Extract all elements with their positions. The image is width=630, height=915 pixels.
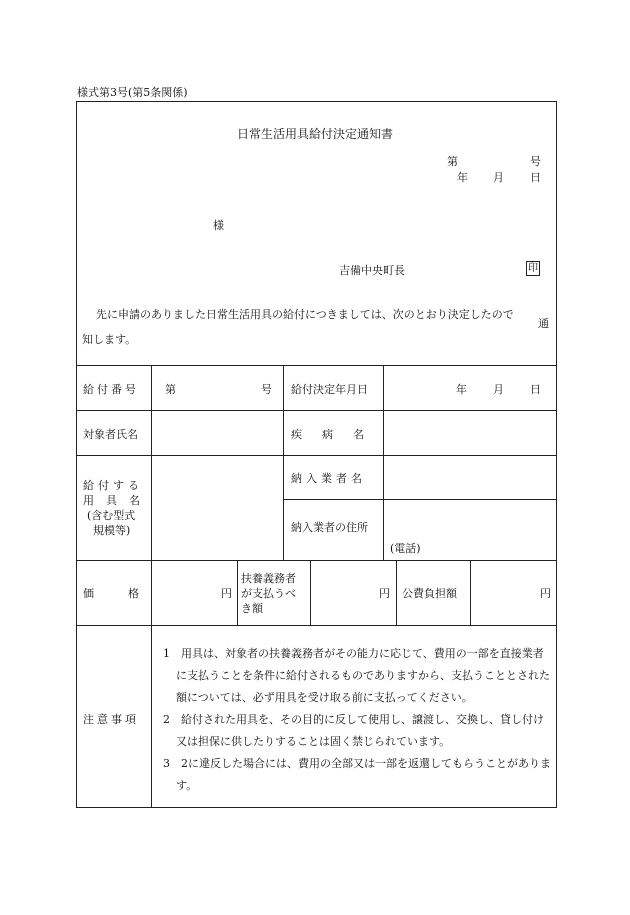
date-month-label: 月 bbox=[493, 171, 504, 184]
device-label-line2: 用具名 bbox=[83, 494, 152, 507]
grant-number-label: 給付番号 bbox=[83, 383, 139, 396]
guardian-amount-label-line3: き額 bbox=[241, 602, 263, 615]
column-divider bbox=[383, 365, 384, 560]
decision-day: 日 bbox=[530, 383, 541, 396]
price-label: 価格 bbox=[83, 587, 173, 600]
row-divider bbox=[76, 410, 557, 411]
issuer-name: 吉備中央町長 bbox=[339, 264, 405, 277]
intro-text-line1: 先に申請のありました日常生活用具の給付につきましては、次のとおり決定したので bbox=[96, 308, 514, 321]
grant-number-suffix: 号 bbox=[261, 383, 272, 396]
column-divider bbox=[470, 560, 471, 625]
seal-stamp: 印 bbox=[528, 263, 538, 274]
device-label-line1: 給付する bbox=[83, 479, 143, 492]
subject-name-label: 対象者氏名 bbox=[83, 428, 138, 441]
intro-text-line2: 知します。 bbox=[82, 333, 137, 346]
column-divider bbox=[237, 560, 238, 625]
notes-label: 注意事項 bbox=[83, 713, 139, 726]
note-item-3: 3 2に違反した場合には、費用の全部又は一部を返還してもらうことがあります。 bbox=[163, 757, 551, 792]
guardian-amount-label-line2: が支払うべ bbox=[241, 587, 296, 600]
vendor-name-label: 納入業者名 bbox=[291, 472, 366, 485]
guardian-amount-label-line1: 扶養義務者 bbox=[241, 572, 296, 585]
document-title: 日常生活用具給付決定通知書 bbox=[236, 127, 393, 141]
phone-label: (電話) bbox=[390, 542, 421, 555]
table-top-border bbox=[76, 365, 557, 366]
intro-text-tail: 通 bbox=[538, 317, 549, 330]
guardian-yen: 円 bbox=[379, 587, 390, 600]
notes-body bbox=[163, 643, 553, 797]
device-label-line3: (含む型式 bbox=[87, 509, 136, 522]
row-divider bbox=[76, 455, 557, 456]
vendor-address-label: 納入業者の住所 bbox=[291, 521, 368, 534]
row-divider bbox=[283, 499, 557, 500]
decision-date-label: 給付決定年月日 bbox=[291, 383, 368, 396]
date-day-label: 日 bbox=[530, 171, 541, 184]
grant-number-prefix: 第 bbox=[165, 383, 176, 396]
column-divider bbox=[310, 560, 311, 625]
decision-year: 年 bbox=[456, 383, 467, 396]
note-item-2: 2 給付された用具を、その目的に反して使用し、譲渡し、交換し、貸し付け又は担保に供したりすることは固く禁じられています。 bbox=[163, 713, 544, 748]
row-divider bbox=[76, 625, 557, 626]
decision-month: 月 bbox=[493, 383, 504, 396]
document-number-suffix: 号 bbox=[530, 155, 541, 168]
disease-label: 疾病名 bbox=[291, 428, 384, 441]
recipient-honorific: 様 bbox=[213, 219, 224, 232]
row-divider bbox=[76, 560, 557, 561]
device-label-line4: 規模等) bbox=[93, 524, 131, 537]
price-yen: 円 bbox=[221, 587, 232, 600]
column-divider bbox=[396, 560, 397, 625]
public-burden-label: 公費負担額 bbox=[402, 587, 457, 600]
note-item-1: 1 用具は、対象者の扶養義務者がその能力に応じて、費用の一部を直接業者に支払うことを条件に給付されるものでありますから、支払うこととされた額については、必ず用具を受け取る前に支払ってください。 bbox=[163, 647, 550, 704]
form-number-label: 様式第3号(第5条関係) bbox=[77, 86, 188, 99]
public-burden-yen: 円 bbox=[540, 587, 551, 600]
column-divider bbox=[283, 365, 284, 560]
document-number-prefix: 第 bbox=[447, 155, 458, 168]
date-year-label: 年 bbox=[457, 171, 468, 184]
